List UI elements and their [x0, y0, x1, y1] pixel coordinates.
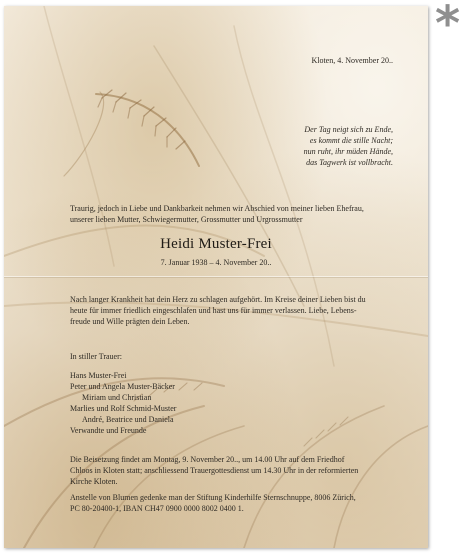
mourner-item: Peter und Angela Muster-Bäcker — [70, 382, 175, 391]
obituary-card — [4, 6, 428, 548]
funeral-line: Die Beisetzung findet am Montag, 9. November 20.., um 14.00 Uhr auf dem Friedhof — [70, 455, 345, 464]
place-date: Kloten, 4. November 20.. — [311, 56, 393, 65]
donation-line: Anstelle von Blumen gedenke man der Stiftung Kinderhilfe Sternschnuppe, 8006 Zürich, — [70, 493, 356, 502]
donation-line: PC 80-20400-1, IBAN CH47 0900 0000 8002 0400 1. — [70, 504, 244, 513]
mourner-item: Marlies und Rolf Schmid-Muster — [70, 404, 177, 413]
message-line: Nach langer Krankheit hat dein Herz zu schlagen aufgehört. Im Kreise deiner Lieben bist du — [70, 295, 366, 304]
mourner-item: Verwandte und Freunde — [70, 426, 147, 435]
poem-line: nun ruht, ihr müden Hände, — [303, 147, 393, 156]
mourner-item: Hans Muster-Frei — [70, 371, 127, 380]
farewell-message — [70, 294, 366, 327]
paper-fold-line — [4, 276, 428, 277]
funeral-line: Chloos in Kloten statt; anschliessend Trauergottesdienst um 14.30 Uhr in der reformierten — [70, 466, 359, 475]
funeral-line: Kirche Kloten. — [70, 477, 118, 486]
message-line: freude und Wille prägten dein Leben. — [70, 317, 190, 326]
deceased-name: Heidi Muster-Frei — [160, 236, 272, 252]
poem-line: es kommt die stille Nacht; — [309, 136, 393, 145]
poem-line: das Tagwerk ist vollbracht. — [306, 158, 393, 167]
mourners-list — [70, 370, 176, 436]
message-line: heute für immer friedlich eingeschlafen und hast uns für immer verlassen. Liebe, Lebens- — [70, 306, 357, 315]
mourner-item: André, Beatrice und Daniela — [82, 415, 174, 424]
intro-text — [70, 203, 364, 225]
asterisk-icon: * — [434, 0, 461, 52]
poem-line: Der Tag neigt sich zu Ende, — [304, 125, 393, 134]
donation-info — [70, 492, 356, 514]
life-dates: 7. Januar 1938 – 4. November 20.. — [160, 258, 272, 267]
poem — [4, 124, 393, 168]
intro-line: Traurig, jedoch in Liebe und Dankbarkeit nehmen wir Abschied von meiner lieben Ehefrau, — [70, 204, 364, 213]
mourner-item: Miriam und Christian — [82, 393, 152, 402]
intro-line: unserer lieben Mutter, Schwiegermutter, Grossmutter und Urgrossmutter — [70, 215, 303, 224]
mourning-title: In stiller Trauer: — [70, 352, 122, 361]
funeral-info — [70, 454, 358, 487]
